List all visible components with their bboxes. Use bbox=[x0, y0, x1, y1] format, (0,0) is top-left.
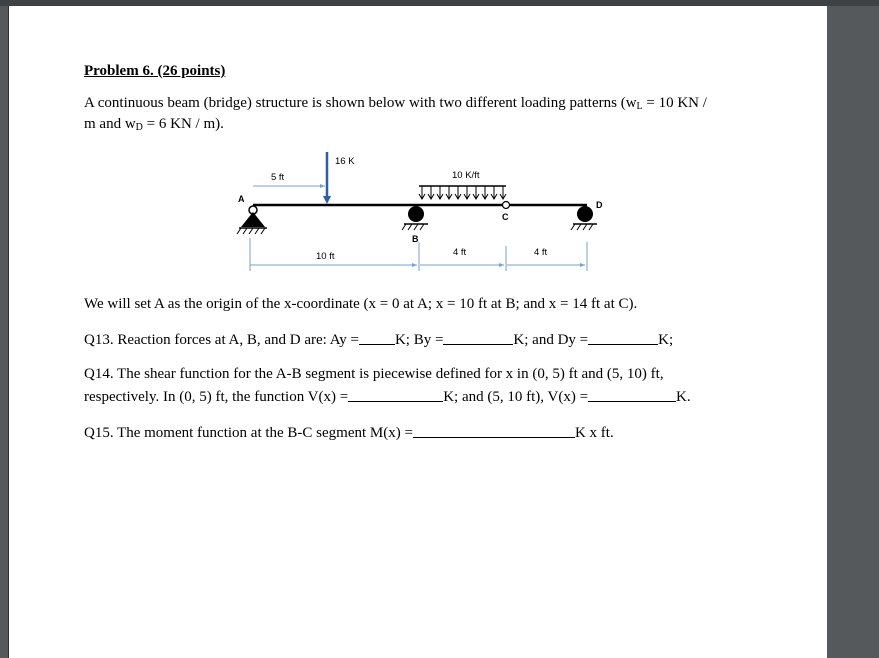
q14-text-b: K; and (5, 10 ft), V(x) = bbox=[443, 389, 589, 405]
dim-arrow-c bbox=[499, 263, 504, 267]
v1-answer-blank[interactable] bbox=[348, 386, 443, 402]
label-b: B bbox=[412, 234, 419, 244]
dist-load-label: 10 K/ft bbox=[452, 170, 480, 181]
intro-text-2-end: = 6 KN / m). bbox=[142, 116, 224, 132]
dim-4ft-right-label: 4 ft bbox=[534, 247, 548, 258]
v2-answer-blank[interactable] bbox=[588, 386, 676, 402]
question-13 bbox=[84, 329, 673, 350]
origin-statement: We will set A as the origin of the x-coordinate (x = 0 at A; x = 10 ft at B; and x = 14 ft at C). bbox=[84, 296, 638, 312]
label-a: A bbox=[238, 194, 245, 204]
label-d: D bbox=[596, 200, 603, 210]
roller-support-d bbox=[571, 206, 597, 230]
q13-text-d: K; bbox=[658, 332, 674, 348]
roller-support-b bbox=[402, 206, 428, 230]
question-15 bbox=[84, 422, 614, 443]
dim-4ft-left-label: 4 ft bbox=[453, 247, 467, 258]
intro-text-1: A continuous beam (bridge) structure is shown below with two different loading patterns (w bbox=[84, 95, 637, 111]
q15-text-a: Q15. The moment function at the B-C segment M(x) = bbox=[84, 425, 413, 441]
dim-5ft-arrow bbox=[320, 184, 325, 188]
wl-subscript: L bbox=[636, 101, 643, 112]
intro-text-1-end: = 10 KN / bbox=[642, 95, 707, 111]
pin-support-a bbox=[237, 206, 267, 234]
wd-subscript: D bbox=[135, 122, 143, 133]
dim-arrow-d bbox=[580, 263, 585, 267]
beam-diagram bbox=[9, 6, 827, 296]
ay-answer-blank[interactable] bbox=[359, 329, 395, 345]
hinge-c bbox=[503, 202, 510, 209]
dim-10ft-label: 10 ft bbox=[316, 251, 335, 262]
question-14-line-1: Q14. The shear function for the A-B segment is piecewise defined for x in (0, 5) ft and (5, 10) ft, bbox=[84, 366, 664, 382]
m-answer-blank[interactable] bbox=[413, 422, 575, 438]
point-load-label: 16 K bbox=[335, 156, 355, 167]
intro-text-2: m and w bbox=[84, 116, 136, 132]
dim-arrow-b bbox=[412, 263, 417, 267]
q14-text-c: K. bbox=[676, 389, 691, 405]
q13-text-b: K; By = bbox=[394, 332, 444, 348]
q14-text-a: respectively. In (0, 5) ft, the function V(x) = bbox=[84, 389, 349, 405]
q15-text-b: K x ft. bbox=[574, 425, 614, 441]
question-14-line-2 bbox=[84, 386, 691, 407]
dim-5ft-label: 5 ft bbox=[271, 172, 285, 183]
dy-answer-blank[interactable] bbox=[588, 329, 658, 345]
q13-text-c: K; and Dy = bbox=[513, 332, 589, 348]
distributed-load bbox=[419, 186, 506, 199]
by-answer-blank[interactable] bbox=[443, 329, 513, 345]
problem-title: Problem 6. (26 points) bbox=[84, 63, 226, 79]
document-page bbox=[8, 6, 827, 658]
label-c: C bbox=[502, 212, 509, 222]
point-load-arrow bbox=[323, 152, 331, 204]
q13-text-a: Q13. Reaction forces at A, B, and D are: Ay = bbox=[84, 332, 359, 348]
